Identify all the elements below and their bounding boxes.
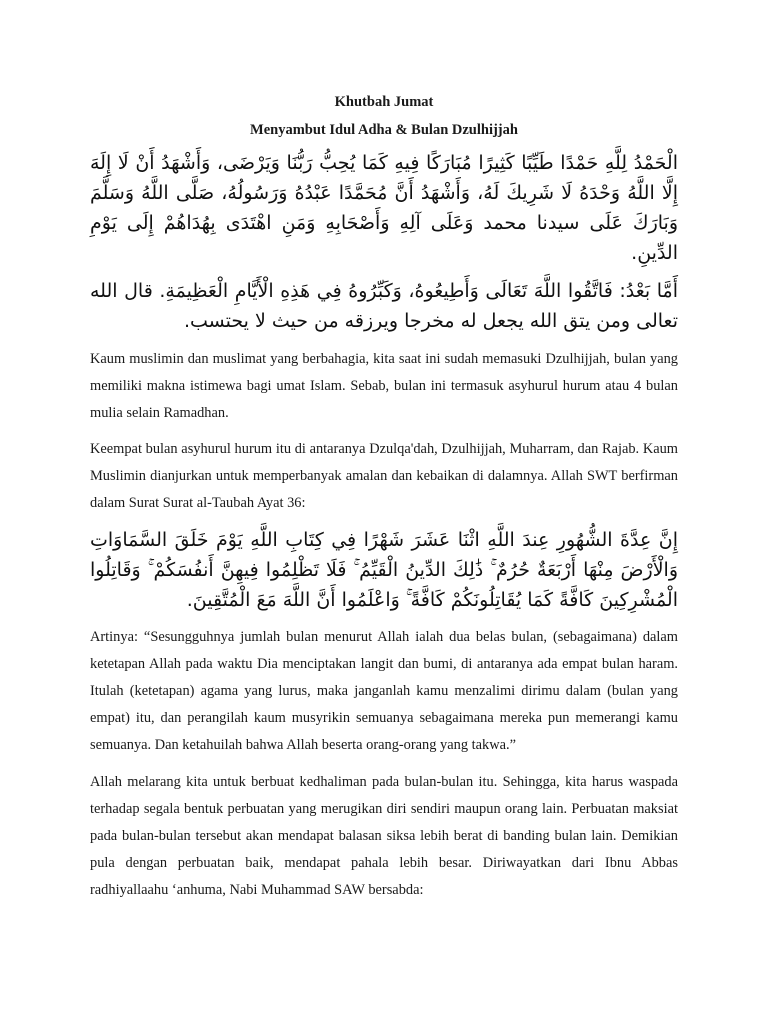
paragraph-translation: Artinya: “Sesungguhnya jumlah bulan menurut Allah ialah dua belas bulan, (sebagaimana) dalam ketetapan Allah pada waktu Dia menciptakan langit dan bumi, di antaranya ada empat bulan haram. Itulah (ketetapan) agama yang lurus, maka janganlah kamu menzalimi dirimu dalam (bulan yang empat) itu, dan perangilah kaum musyrikin semuanya sebagaimana mereka pun memerangi kamu semuanya. Dan ketahuilah bahwa Allah beserta orang-orang yang takwa.”	[90, 629, 678, 753]
paragraph-prohibition: Allah melarang kita untuk berbuat kedhaliman pada bulan-bulan itu. Sehingga, kita harus waspada terhadap segala bentuk perbuatan yang merugikan diri sendiri maupun orang lain. Perbuatan maksiat pada bulan-bulan tersebut akan mendapat balasan siksa lebih berat di banding bulan lain. Demikian pula dengan perbuatan baik, mendapat pahala lebih besar. Diriwayatkan dari Ibnu Abbas radhiyallaahu ‘anhuma, Nabi Muhammad SAW bersabda:	[90, 774, 678, 898]
arabic-opening-praise: الْحَمْدُ لِلَّهِ حَمْدًا طَيِّبًا كَثِيرًا مُبَارَكًا فِيهِ كَمَا يُحِبُّ رَبُّنَا وَيَرْضَى، وَأَشْهَدُ أَنْ لَا إِلَهَ إِلَّا اللَّهُ وَحْدَهُ لَا شَرِيكَ لَهُ، وَأَشْهَدُ أَنَّ مُحَمَّدًا عَبْدُهُ وَرَسُولُهُ، صَلَّى اللَّهُ وَسَلَّمَ وَبَارَكَ عَلَى سيدنا محمد وَعَلَى آلِهِ وَأَصْحَابِهِ وَمَنِ اهْتَدَى بِهُدَاهُمْ إِلَى يَوْمِ الدِّينِ.	[90, 152, 678, 264]
arabic-amma-badu: أَمَّا بَعْدُ: فَاتَّقُوا اللَّهَ تَعَالَى وَأَطِيعُوهُ، وَكَبِّرُوهُ فِي هَذِهِ الْأَيَّامِ الْعَظِيمَةِ. قال الله تعالى ومن يتق الله يجعل له مخرجا ويرزقه من حيث لا يحتسب.	[90, 280, 678, 332]
document-subtitle: Menyambut Idul Adha & Bulan Dzulhijjah	[250, 122, 518, 138]
document-title: Khutbah Jumat	[334, 94, 434, 110]
paragraph-dzulhijjah-intro: Kaum muslimin dan muslimat yang berbahagia, kita saat ini sudah memasuki Dzulhijjah, bulan yang memiliki makna istimewa bagi umat Islam. Sebab, bulan ini termasuk asyhurul hurum atau 4 bulan mulia selain Ramadhan.	[90, 351, 678, 421]
document-page	[90, 92, 678, 904]
arabic-quran-verse: إِنَّ عِدَّةَ الشُّهُورِ عِندَ اللَّهِ اثْنَا عَشَرَ شَهْرًا فِي كِتَابِ اللَّهِ يَوْمَ خَلَقَ السَّمَاوَاتِ وَالْأَرْضَ مِنْهَا أَرْبَعَةٌ حُرُمٌ ۚ ذَٰلِكَ الدِّينُ الْقَيِّمُ ۚ فَلَا تَظْلِمُوا فِيهِنَّ أَنفُسَكُمْ ۚ وَقَاتِلُوا الْمُشْرِكِينَ كَافَّةً كَمَا يُقَاتِلُونَكُمْ كَافَّةً ۚ وَاعْلَمُوا أَنَّ اللَّهَ مَعَ الْمُتَّقِينَ.	[90, 529, 678, 611]
paragraph-asyhurul-hurum: Keempat bulan asyhurul hurum itu di antaranya Dzulqa'dah, Dzulhijjah, Muharram, dan Rajab. Kaum Muslimin dianjurkan untuk memperbanyak amalan dan kebaikan di dalamnya. Allah SWT berfirman dalam Surat Surat al-Taubah Ayat 36:	[90, 441, 678, 511]
